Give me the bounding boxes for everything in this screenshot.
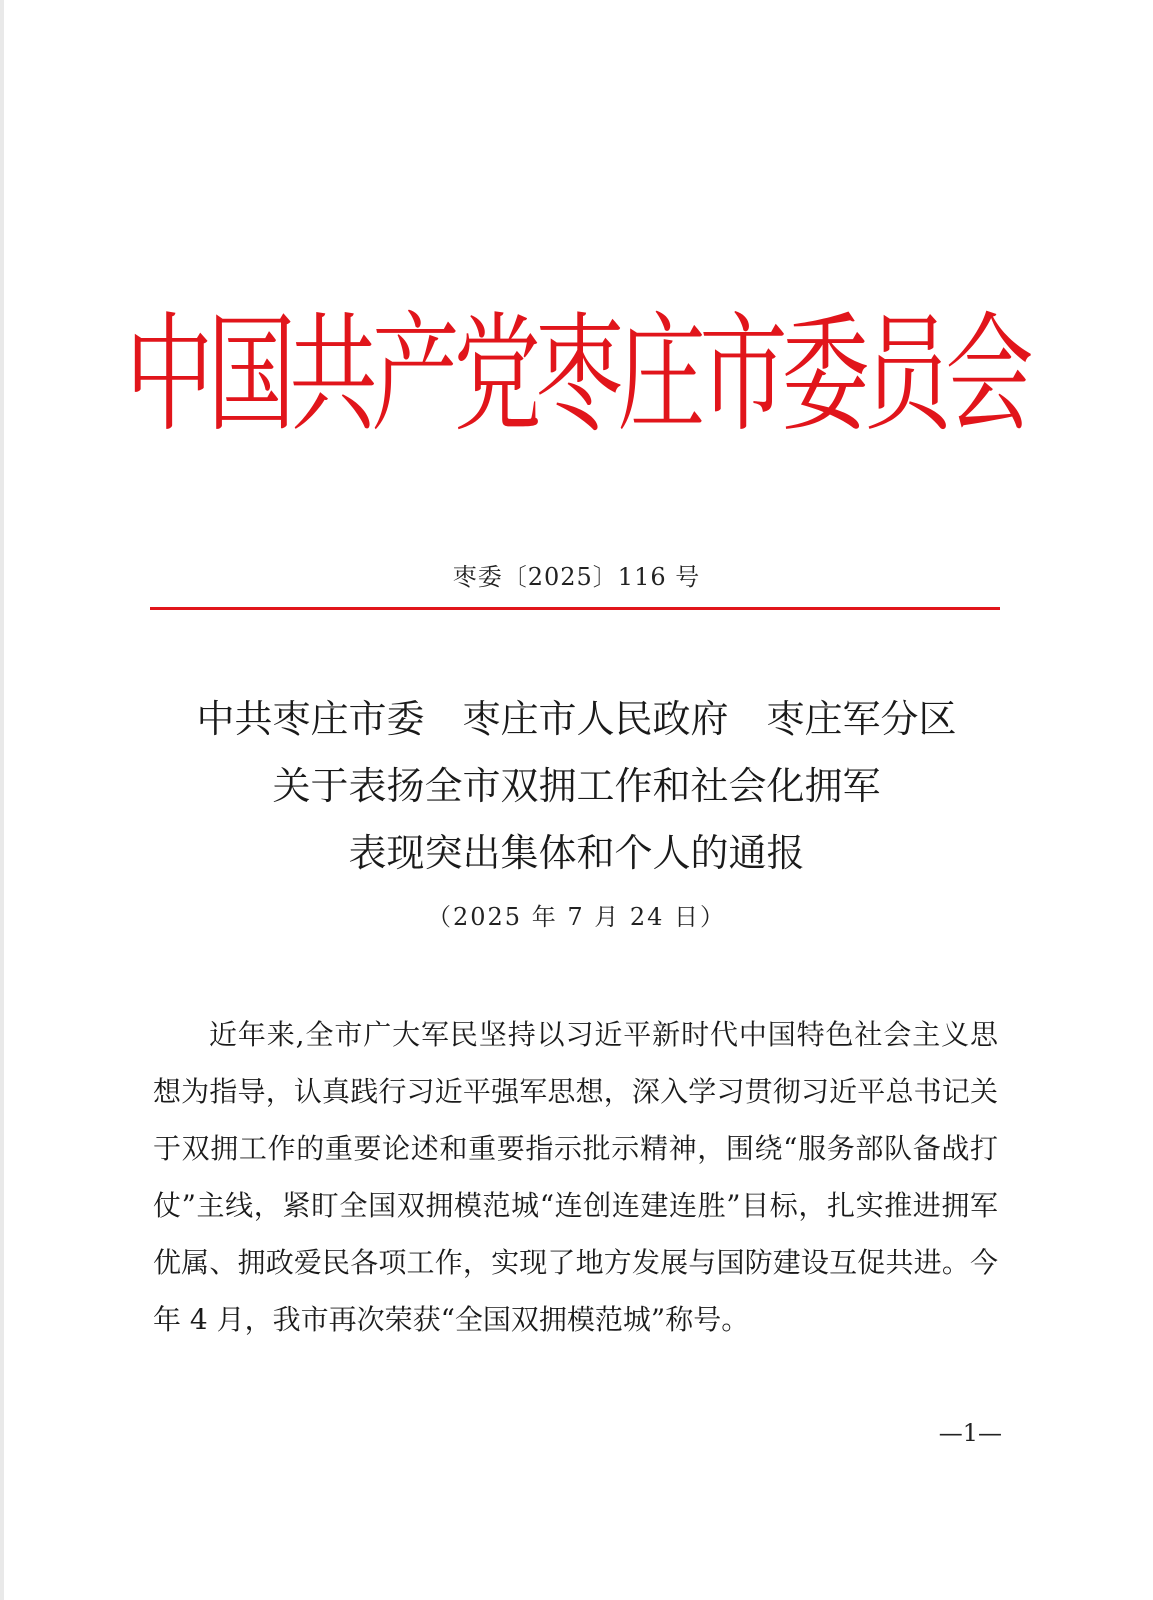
masthead-text: 中国共产党枣庄市委员会 [125, 299, 1028, 449]
title-line-1: 中共枣庄市委 枣庄市人民政府 枣庄军分区 [196, 697, 957, 741]
red-separator-line [150, 607, 1000, 610]
body-paragraph: 近年来,全市广大军民坚持以习近平新时代中国特色社会主义思想为指导，认真践行习近平强军思想，深入学习贯彻习近平总书记关于双拥工作的重要论述和重要指示批示精神，围绕“服务部队备战打仗”主线，紧盯全国双拥模范城“连创连建连胜”目标，扎实推进拥军优属、拥政爱民各项工作，实现了地方发展与国防建设互促共进。今年 4 月，我市再次荣获“全国双拥模范城”称号。 [153, 1018, 998, 1336]
page-number: —1— [938, 1419, 1002, 1447]
title-date: （2025 年 7 月 24 日） [426, 903, 727, 931]
document-number: 枣委〔2025〕116 号 [452, 563, 701, 591]
title-line-2: 关于表扬全市双拥工作和社会化拥军 [272, 764, 881, 808]
masthead-red-header [0, 300, 1153, 450]
title-line-3: 表现突出集体和个人的通报 [348, 831, 805, 875]
